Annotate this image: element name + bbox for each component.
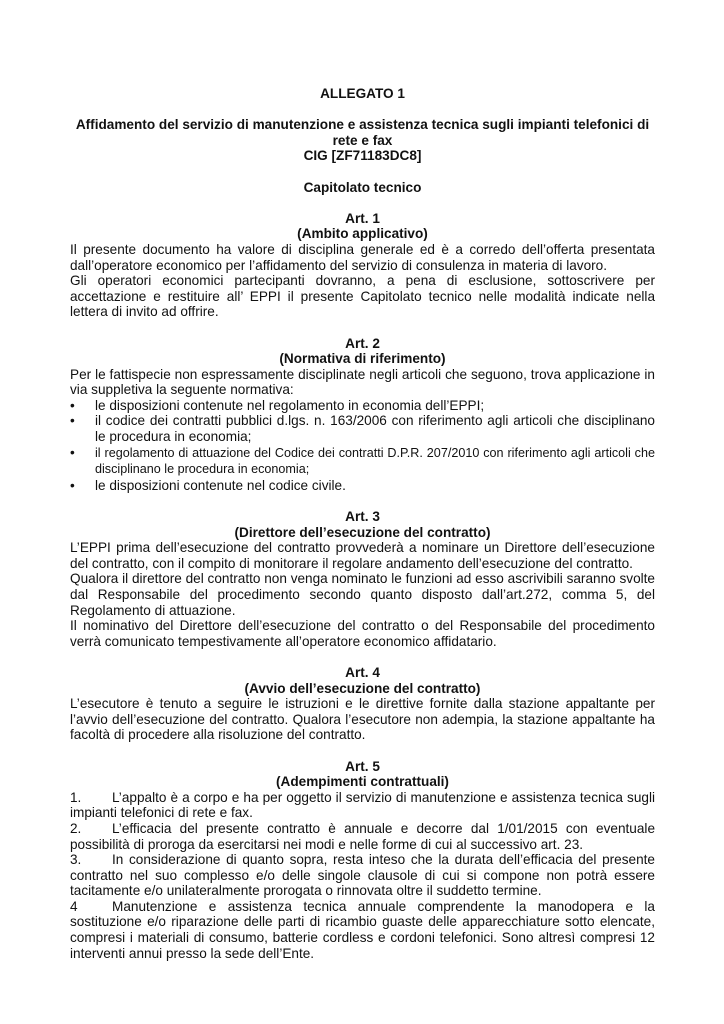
- art3-heading: Art. 3: [345, 509, 380, 525]
- art3-name: (Direttore dell’esecuzione del contratto): [234, 524, 491, 540]
- document-page: [70, 86, 655, 961]
- art2-heading: Art. 2: [345, 335, 380, 351]
- list-item: • le disposizioni contenute nel codice civile.: [70, 477, 346, 493]
- list-item: • il codice dei contratti pubblici d.lgs. n. 163/2006 con riferimento agli articoli che disciplinano le procedura in economia;: [70, 413, 655, 445]
- numbered-item: 1. L’appalto è a corpo e ha per oggetto il servizio di manutenzione e assistenza tecnica sugli impianti telefonici di rete e fax.: [70, 789, 655, 821]
- art1-name: (Ambito applicativo): [297, 226, 428, 242]
- numbered-item: 2. L’efficacia del presente contratto è annuale e decorre dal 1/01/2015 con eventuale possibilità di proroga da esercitarsi nei modi e nelle forme di cui al successivo art. 23.: [70, 820, 655, 852]
- art3-paragraph-2: Qualora il direttore del contratto non venga nominato le funzioni ad esso ascrivibili saranno svolte dal Responsabile del procedimento secondo quanto disposto dall’art.272, comma 5, del Regolamento di attuazione.: [70, 571, 655, 618]
- art1-paragraph-2: Gli operatori economici partecipanti dovranno, a pena di esclusione, sottoscrivere per accettazione e restituire all’ EPPI il presente Capitolato tecnico nelle modalità indicate nella lettera di invito ad offrire.: [70, 273, 655, 320]
- art2-name: (Normativa di riferimento): [279, 351, 446, 367]
- art4-name: (Avvio dell’esecuzione del contratto): [244, 680, 481, 696]
- art5-name: (Adempimenti contrattuali): [276, 774, 449, 790]
- title-line-2: rete e fax: [332, 132, 393, 148]
- art4-heading: Art. 4: [345, 664, 380, 680]
- art1-paragraph-1: Il presente documento ha valore di disciplina generale ed è a corredo dell’offerta presentata dall’operatore economico per l’affidamento del servizio di consulenza in materia di lavoro.: [70, 241, 655, 273]
- bullet-icon: •: [70, 397, 75, 413]
- bullet-icon: •: [70, 477, 75, 493]
- art3-paragraph-3: Il nominativo del Direttore dell’esecuzione del contratto o del Responsabile del procedimento verrà comunicato tempestivamente all’operatore economico affidatario.: [70, 618, 655, 649]
- art4-paragraph-1: L’esecutore è tenuto a seguire le istruzioni e le direttive fornite dalla stazione appaltante per l’avvio dell’esecuzione del contratto. Qualora l’esecutore non adempia, la stazione appaltante ha facoltà di procedere alla risoluzione del contratto.: [70, 696, 655, 743]
- list-item: • le disposizioni contenute nel regolamento in economia dell’EPPI;: [70, 397, 485, 413]
- art2-paragraph-1: Per le fattispecie non espressamente disciplinate negli articoli che seguono, trova applicazione in via suppletiva la seguente normativa:: [70, 366, 655, 398]
- art1-heading: Art. 1: [345, 210, 380, 226]
- title-line-1: Affidamento del servizio di manutenzione e assistenza tecnica sugli impianti telefonici di: [75, 117, 650, 133]
- art5-heading: Art. 5: [345, 758, 380, 774]
- document-subtitle: Capitolato tecnico: [303, 179, 422, 195]
- numbered-item: 4 Manutenzione e assistenza tecnica annuale comprendente la manodopera e la sostituzione e/o riparazione delle parti di ricambio guaste delle apparecchiature sotto elencate, compresi i materiali di consumo, batterie cordless e cordoni telefonici. Sono altresì compresi 12 interventi annui presso la sede dell’Ente.: [70, 898, 655, 961]
- list-item: • il regolamento di attuazione del Codice dei contratti D.P.R. 207/2010 con riferimento agli articoli che disciplinano le procedura in economia;: [70, 444, 655, 477]
- cig-code: CIG [ZF71183DC8]: [303, 148, 422, 164]
- bullet-icon: •: [70, 444, 75, 460]
- allegato-heading: ALLEGATO 1: [320, 86, 405, 101]
- bullet-icon: •: [70, 413, 75, 429]
- art3-paragraph-1: L’EPPI prima dell’esecuzione del contratto provvederà a nominare un Direttore dell’esecuzione del contratto, con il compito di monitorare il regolare andamento dell’esecuzione del contratto.: [70, 540, 655, 571]
- numbered-item: 3. In considerazione di quanto sopra, resta inteso che la durata dell’efficacia del presente contratto nel suo complesso e/o delle singole clausole di cui si compone non potrà essere tacitamente e/o unilateralmente prorogata o rinnovata oltre il suddetto termine.: [70, 852, 655, 899]
